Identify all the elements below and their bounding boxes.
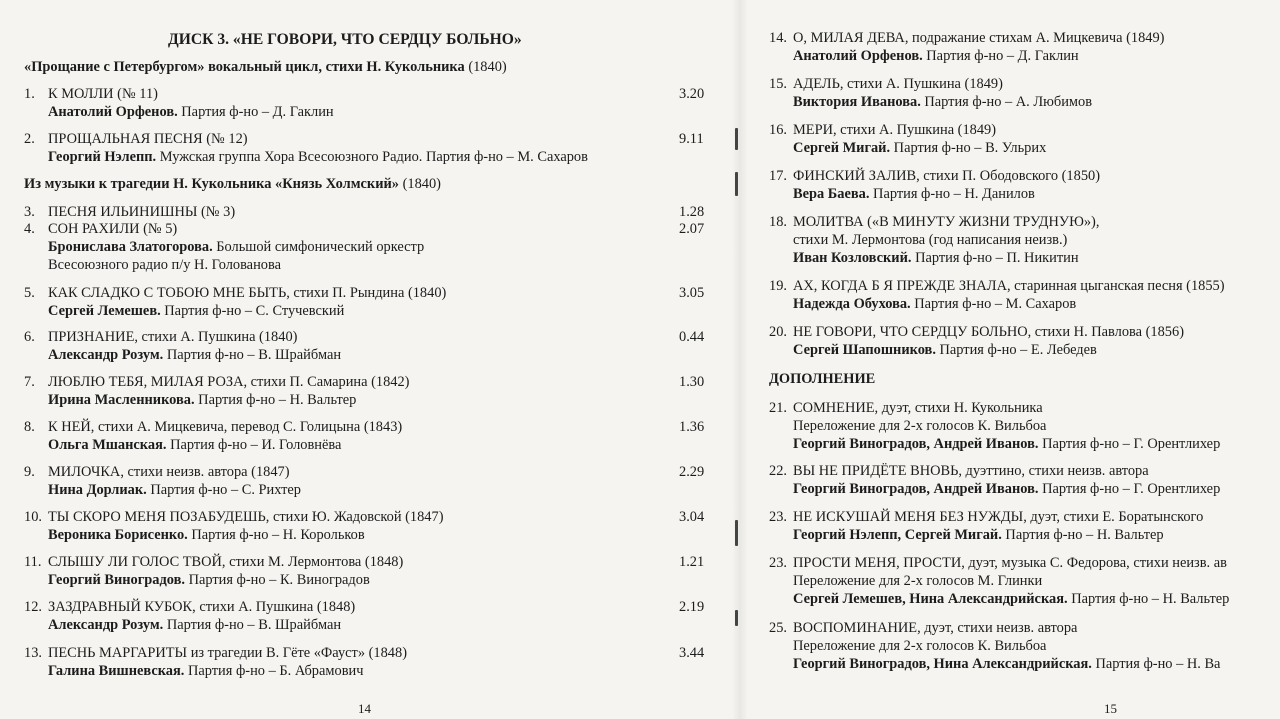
accompaniment: Партия ф-но – К. Виноградов [184,572,370,588]
accompaniment: Партия ф-но – Е. Лебедев [935,342,1097,358]
performer: Галина Вишневская. [48,663,185,679]
track-title: СОН РАХИЛИ (№ 5) [48,221,178,237]
track-title: ПРОСТИ МЕНЯ, ПРОСТИ, дуэт, музыка С. Федорова, стихи неизв. ав [793,555,1227,571]
accompaniment: Партия ф-но – Н. Корольков [187,527,365,543]
track-entry: 4. СОН РАХИЛИ (№ 5) Бронислава Златогорова. Большой симфонический оркестр Всесоюзного радио п/у Н. Голованова [24,221,425,273]
track-entry: 10. ТЫ СКОРО МЕНЯ ПОЗАБУДЕШЬ, стихи Ю. Жадовской (1847) Вероника Борисенко. Партия ф-но – Н. Корольков [24,509,444,543]
track-title: ВОСПОМИНАНИЕ, дуэт, стихи неизв. автора [793,620,1078,636]
right-page [740,0,1280,719]
performer: Сергей Мигай. [793,140,891,156]
track-title: ТЫ СКОРО МЕНЯ ПОЗАБУДЕШЬ, стихи Ю. Жадовской (1847) [48,509,444,525]
track-duration: 2.29 [679,464,705,480]
track-title: МЕРИ, стихи А. Пушкина (1849) [793,122,997,138]
performer: Александр Розум. [48,617,164,633]
track-title: НЕ ГОВОРИ, ЧТО СЕРДЦУ БОЛЬНО, стихи Н. Павлова (1856) [793,324,1184,340]
track-entry: 22. ВЫ НЕ ПРИДЁТЕ ВНОВЬ, дуэттино, стихи неизв. автора Георгий Виноградов, Андрей Иванов. Партия ф-но – Г. Орентлихер [769,463,1221,497]
performer: Георгий Виноградов, Андрей Иванов. [793,481,1039,497]
performer: Иван Козловский. [793,250,912,266]
accompaniment: Большой симфонический оркестр [212,239,425,255]
track-title: СОМНЕНИЕ, дуэт, стихи Н. Кукольника [793,400,1043,416]
performer: Георгий Нэлепп, Сергей Мигай. [793,527,1002,543]
track-duration: 3.04 [679,509,705,525]
track-title: КАК СЛАДКО С ТОБОЮ МНЕ БЫТЬ, стихи П. Рындина (1840) [48,285,447,301]
track-duration: 1.28 [679,204,705,220]
track-entry: 19. АХ, КОГДА Б Я ПРЕЖДЕ ЗНАЛА, старинная цыганская песня (1855) Надежда Обухова. Партия ф-но – М. Сахаров [769,278,1225,312]
track-duration: 3.20 [679,86,705,102]
track-entry: 3. ПЕСНЯ ИЛЬИНИШНЫ (№ 3) [24,204,236,220]
track-title: НЕ ИСКУШАЙ МЕНЯ БЕЗ НУЖДЫ, дуэт, стихи Е. Боратынского [793,509,1204,525]
track-title: К МОЛЛИ (№ 11) [48,86,158,102]
arrangement: Переложение для 2-х голосов М. Глинки [793,573,1043,589]
track-title: МИЛОЧКА, стихи неизв. автора (1847) [48,464,290,480]
track-entry: 21. СОМНЕНИЕ, дуэт, стихи Н. Кукольника Переложение для 2-х голосов К. Вильбоа Георгий Виноградов, Андрей Иванов. Партия ф-но – Г. Орентлихер [769,400,1221,452]
accompaniment: Партия ф-но – Н. Вальтер [1001,527,1164,543]
track-title: ВЫ НЕ ПРИДЁТЕ ВНОВЬ, дуэттино, стихи неизв. автора [793,463,1149,479]
track-title: ЗАЗДРАВНЫЙ КУБОК, стихи А. Пушкина (1848) [48,599,356,615]
accompaniment: Партия ф-но – А. Любимов [920,94,1093,110]
track-duration: 9.11 [679,131,704,147]
track-title: СЛЫШУ ЛИ ГОЛОС ТВОЙ, стихи М. Лермонтова (1848) [48,554,404,570]
track-title: АХ, КОГДА Б Я ПРЕЖДЕ ЗНАЛА, старинная цыганская песня (1855) [793,278,1225,294]
performer: Ольга Мшанская. [48,437,167,453]
track-entry: 15. АДЕЛЬ, стихи А. Пушкина (1849) Виктория Иванова. Партия ф-но – А. Любимов [769,76,1093,110]
track-title-continued: стихи М. Лермонтова (год написания неизв.) [793,232,1068,248]
track-duration: 2.07 [679,221,705,237]
track-entry: 23. НЕ ИСКУШАЙ МЕНЯ БЕЗ НУЖДЫ, дуэт, стихи Е. Боратынского Георгий Нэлепп, Сергей Мигай. Партия ф-но – Н. Вальтер [769,509,1204,543]
track-title: МОЛИТВА («В МИНУТУ ЖИЗНИ ТРУДНУЮ»), [793,214,1100,230]
track-title: ПРОЩАЛЬНАЯ ПЕСНЯ (№ 12) [48,131,248,147]
track-duration: 1.30 [679,374,705,390]
track-title: АДЕЛЬ, стихи А. Пушкина (1849) [793,76,1003,92]
accompaniment: Партия ф-но – Н. Вальтер [194,392,357,408]
performer: Надежда Обухова. [793,296,911,312]
track-title: О, МИЛАЯ ДЕВА, подражание стихам А. Мицкевича (1849) [793,30,1165,46]
disc-title: ДИСК 3. «НЕ ГОВОРИ, ЧТО СЕРДЦУ БОЛЬНО» [168,31,522,48]
accompaniment: Партия ф-но – И. Головнёва [166,437,342,453]
performer: Сергей Шапошников. [793,342,936,358]
track-entry: 8. К НЕЙ, стихи А. Мицкевича, перевод С. Голицына (1843) Ольга Мшанская. Партия ф-но – И. Головнёва [24,419,403,453]
accompaniment-continued: Всесоюзного радио п/у Н. Голованова [48,257,281,273]
accompaniment: Партия ф-но – П. Никитин [911,250,1079,266]
performer: Ирина Масленникова. [48,392,195,408]
accompaniment: Партия ф-но – С. Стучевский [160,303,345,319]
accompaniment: Партия ф-но – В. Ульрих [890,140,1047,156]
performer: Анатолий Орфенов. [48,104,178,120]
track-duration: 1.21 [679,554,705,570]
accompaniment: Партия ф-но – Н. Ва [1091,656,1221,672]
track-duration: 3.05 [679,285,705,301]
performer: Александр Розум. [48,347,164,363]
track-entry: 7. ЛЮБЛЮ ТЕБЯ, МИЛАЯ РОЗА, стихи П. Самарина (1842) Ирина Масленникова. Партия ф-но – Н. Вальтер [24,374,410,408]
track-entry: 16. МЕРИ, стихи А. Пушкина (1849) Сергей Мигай. Партия ф-но – В. Ульрих [769,122,1047,156]
track-duration: 3.44 [679,645,705,661]
track-title: ПРИЗНАНИЕ, стихи А. Пушкина (1840) [48,329,298,345]
performer: Георгий Виноградов, Андрей Иванов. [793,436,1039,452]
accompaniment: Партия ф-но – Г. Орентлихер [1038,481,1221,497]
track-entry: 13. ПЕСНЬ МАРГАРИТЫ из трагедии В. Гёте «Фауст» (1848) Галина Вишневская. Партия ф-но – Б. Абрамович [24,645,407,679]
performer: Георгий Виноградов. [48,572,185,588]
track-entry: 2. ПРОЩАЛЬНАЯ ПЕСНЯ (№ 12) Георгий Нэлепп. Мужская группа Хора Всесоюзного Радио. Партия ф-но – М. Сахаров [24,131,588,165]
performer: Сергей Лемешев, Нина Александрийская. [793,591,1068,607]
section-heading: ДОПОЛНЕНИЕ [769,371,876,387]
accompaniment: Партия ф-но – Д. Гаклин [922,48,1079,64]
track-entry: 12. ЗАЗДРАВНЫЙ КУБОК, стихи А. Пушкина (1848) Александр Розум. Партия ф-но – В. Шрайбман [24,599,356,633]
track-title: ПЕСНЯ ИЛЬИНИШНЫ (№ 3) [48,204,236,220]
accompaniment: Партия ф-но – Г. Орентлихер [1038,436,1221,452]
performer: Сергей Лемешев. [48,303,161,319]
track-entry: 6. ПРИЗНАНИЕ, стихи А. Пушкина (1840) Александр Розум. Партия ф-но – В. Шрайбман [24,329,342,363]
page-number: 15 [1104,701,1117,716]
track-title: ПЕСНЬ МАРГАРИТЫ из трагедии В. Гёте «Фауст» (1848) [48,645,407,661]
track-entry: 25. ВОСПОМИНАНИЕ, дуэт, стихи неизв. автора Переложение для 2-х голосов К. Вильбоа Георгий Виноградов, Нина Александрийская. Партия ф-но – Н. Ва [769,620,1221,672]
performer: Виктория Иванова. [793,94,921,110]
performer: Анатолий Орфенов. [793,48,923,64]
performer: Георгий Виноградов, Нина Александрийская. [793,656,1092,672]
arrangement: Переложение для 2-х голосов К. Вильбоа [793,418,1047,434]
track-entry: 20. НЕ ГОВОРИ, ЧТО СЕРДЦУ БОЛЬНО, стихи Н. Павлова (1856) Сергей Шапошников. Партия ф-но – Е. Лебедев [769,324,1184,358]
accompaniment: Партия ф-но – В. Шрайбман [163,617,342,633]
arrangement: Переложение для 2-х голосов К. Вильбоа [793,638,1047,654]
track-duration: 1.36 [679,419,705,435]
track-entry: 23. ПРОСТИ МЕНЯ, ПРОСТИ, дуэт, музыка С. Федорова, стихи неизв. ав Переложение для 2-х голосов М. Глинки Сергей Лемешев, Нина Александрийская. Партия ф-но – Н. Вальтер [769,555,1230,607]
section-heading: «Прощание с Петербургом» вокальный цикл, стихи Н. Кукольника (1840) [24,59,507,75]
track-duration: 2.19 [679,599,705,615]
accompaniment: Партия ф-но – Б. Абрамович [184,663,364,679]
performer: Вера Баева. [793,186,870,202]
performer: Бронислава Златогорова. [48,239,213,255]
track-entry: 9. МИЛОЧКА, стихи неизв. автора (1847) Нина Дорлиак. Партия ф-но – С. Рихтер [24,464,301,498]
performer: Нина Дорлиак. [48,482,147,498]
track-entry: 17. ФИНСКИЙ ЗАЛИВ, стихи П. Ободовского (1850) Вера Баева. Партия ф-но – Н. Данилов [769,168,1101,202]
track-entry: 1. К МОЛЛИ (№ 11) Анатолий Орфенов. Партия ф-но – Д. Гаклин [24,86,334,120]
track-title: ЛЮБЛЮ ТЕБЯ, МИЛАЯ РОЗА, стихи П. Самарина (1842) [48,374,410,390]
accompaniment: Партия ф-но – Н. Данилов [869,186,1035,202]
track-title: К НЕЙ, стихи А. Мицкевича, перевод С. Голицына (1843) [48,419,403,435]
accompaniment: Партия ф-но – М. Сахаров [910,296,1077,312]
track-entry: 18. МОЛИТВА («В МИНУТУ ЖИЗНИ ТРУДНУЮ»), стихи М. Лермонтова (год написания неизв.) Иван Козловский. Партия ф-но – П. Никитин [769,214,1100,266]
track-entry: 11. СЛЫШУ ЛИ ГОЛОС ТВОЙ, стихи М. Лермонтова (1848) Георгий Виноградов. Партия ф-но – К. Виноградов [24,554,404,588]
accompaniment: Партия ф-но – Д. Гаклин [177,104,334,120]
track-title: ФИНСКИЙ ЗАЛИВ, стихи П. Ободовского (1850) [793,168,1101,184]
track-duration: 0.44 [679,329,705,345]
performer: Вероника Борисенко. [48,527,188,543]
performer: Георгий Нэлепп. [48,149,157,165]
accompaniment: Партия ф-но – В. Шрайбман [163,347,342,363]
accompaniment: Партия ф-но – Н. Вальтер [1067,591,1230,607]
track-entry: 5. КАК СЛАДКО С ТОБОЮ МНЕ БЫТЬ, стихи П. Рындина (1840) Сергей Лемешев. Партия ф-но – С. Стучевский [24,285,447,319]
accompaniment: Мужская группа Хора Всесоюзного Радио. Партия ф-но – М. Сахаров [156,149,588,165]
track-entry: 14. О, МИЛАЯ ДЕВА, подражание стихам А. Мицкевича (1849) Анатолий Орфенов. Партия ф-но – Д. Гаклин [769,30,1165,64]
page-number: 14 [358,701,371,716]
accompaniment: Партия ф-но – С. Рихтер [146,482,301,498]
section-heading: Из музыки к трагедии Н. Кукольника «Князь Холмский» (1840) [24,176,441,192]
